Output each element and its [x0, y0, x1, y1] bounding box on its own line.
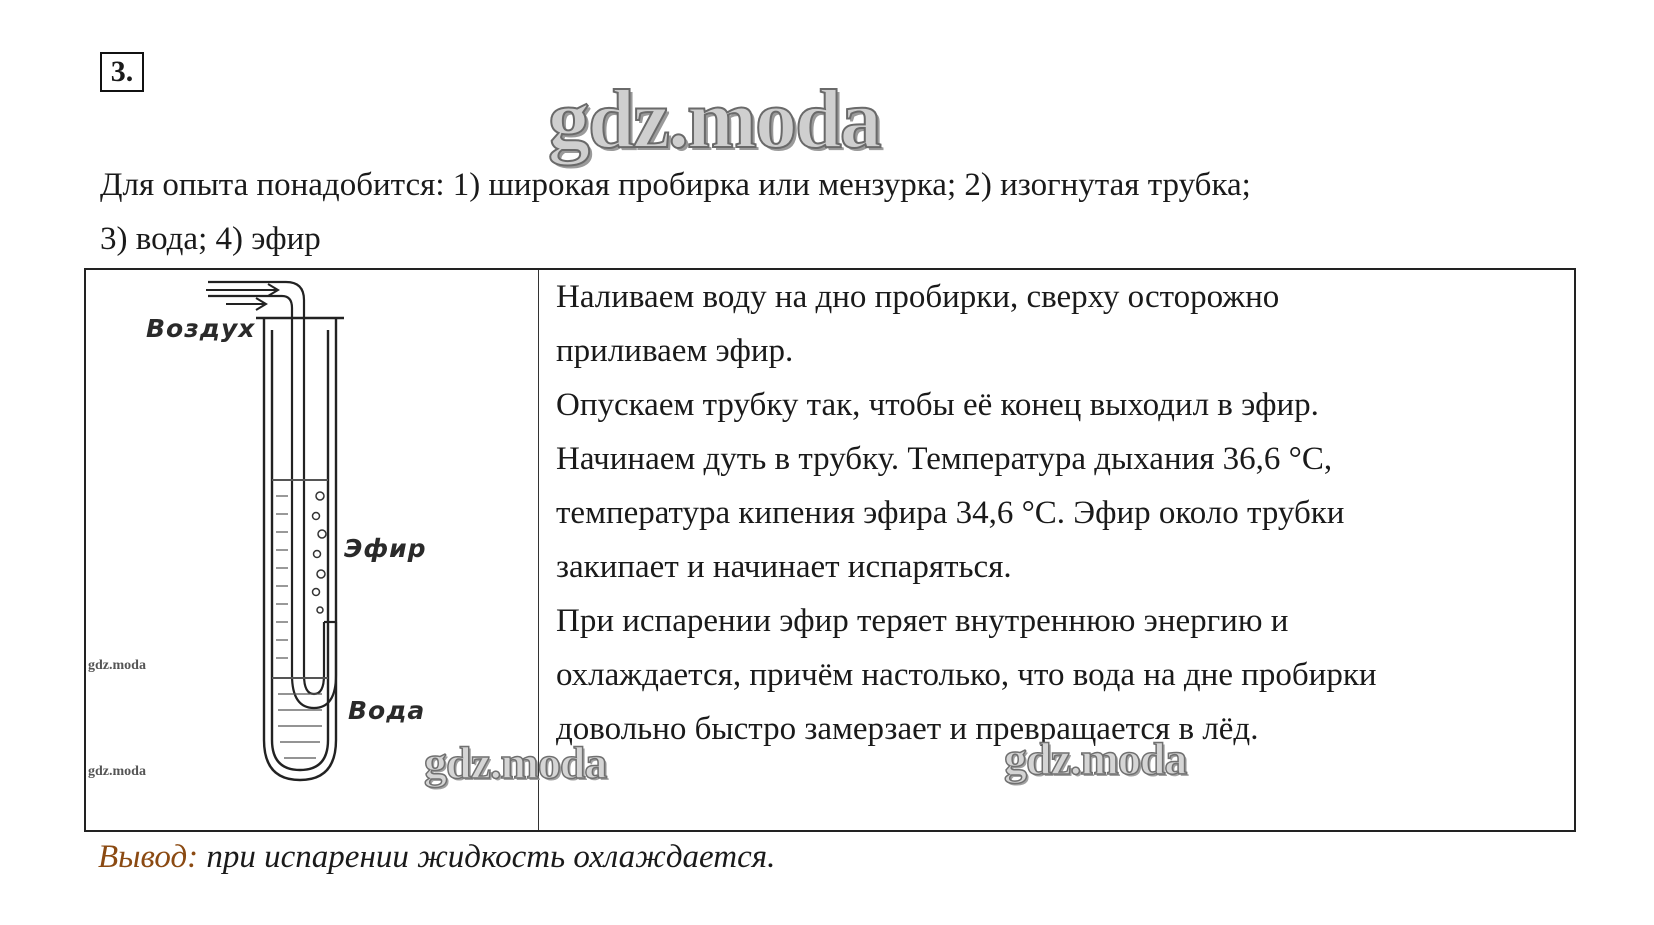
watermark-small-2: gdz.moda [88, 764, 146, 779]
label-air: Воздух [146, 314, 256, 343]
label-water: Вода [348, 696, 426, 725]
watermark-bottom-right: gdz.moda [1004, 733, 1187, 784]
experiment-description [556, 270, 1566, 756]
liquid-hatching [272, 480, 328, 758]
materials-line-2: 3) вода; 4) эфир [100, 221, 321, 257]
experiment-table [84, 268, 1576, 832]
watermark-top: gdz.moda [548, 73, 880, 166]
task-number: 3. [110, 55, 134, 88]
conclusion-label: Вывод: [98, 839, 199, 875]
description-line: довольно быстро замерзает и превращается в лёд. [556, 711, 1259, 747]
conclusion [98, 832, 775, 882]
ether-bubbles [313, 492, 327, 613]
materials-intro [100, 158, 1560, 266]
task-number-box [100, 52, 144, 92]
description-line: температура кипения эфира 34,6 °С. Эфир около трубки [556, 495, 1345, 531]
description-line: закипает и начинает испаряться. [556, 549, 1012, 585]
description-line: охлаждается, причём настолько, что вода на дне пробирки [556, 657, 1377, 693]
label-ether: Эфир [344, 534, 427, 563]
watermark-bottom-left: gdz.moda [424, 737, 607, 788]
description-line: Начинаем дуть в трубку. Температура дыхания 36,6 °С, [556, 441, 1333, 477]
description-line: приливаем эфир. [556, 333, 794, 369]
watermark-small-1: gdz.moda [88, 658, 146, 673]
materials-line-1: Для опыта понадобится: 1) широкая пробирка или мензурка; 2) изогнутая трубка; [100, 167, 1251, 203]
description-line: Наливаем воду на дно пробирки, сверху осторожно [556, 279, 1280, 315]
description-line: При испарении эфир теряет внутреннюю энергию и [556, 603, 1289, 639]
conclusion-text: при испарении жидкость охлаждается. [198, 839, 776, 875]
test-tube [256, 318, 344, 780]
description-line: Опускаем трубку так, чтобы её конец выходил в эфир. [556, 387, 1319, 423]
